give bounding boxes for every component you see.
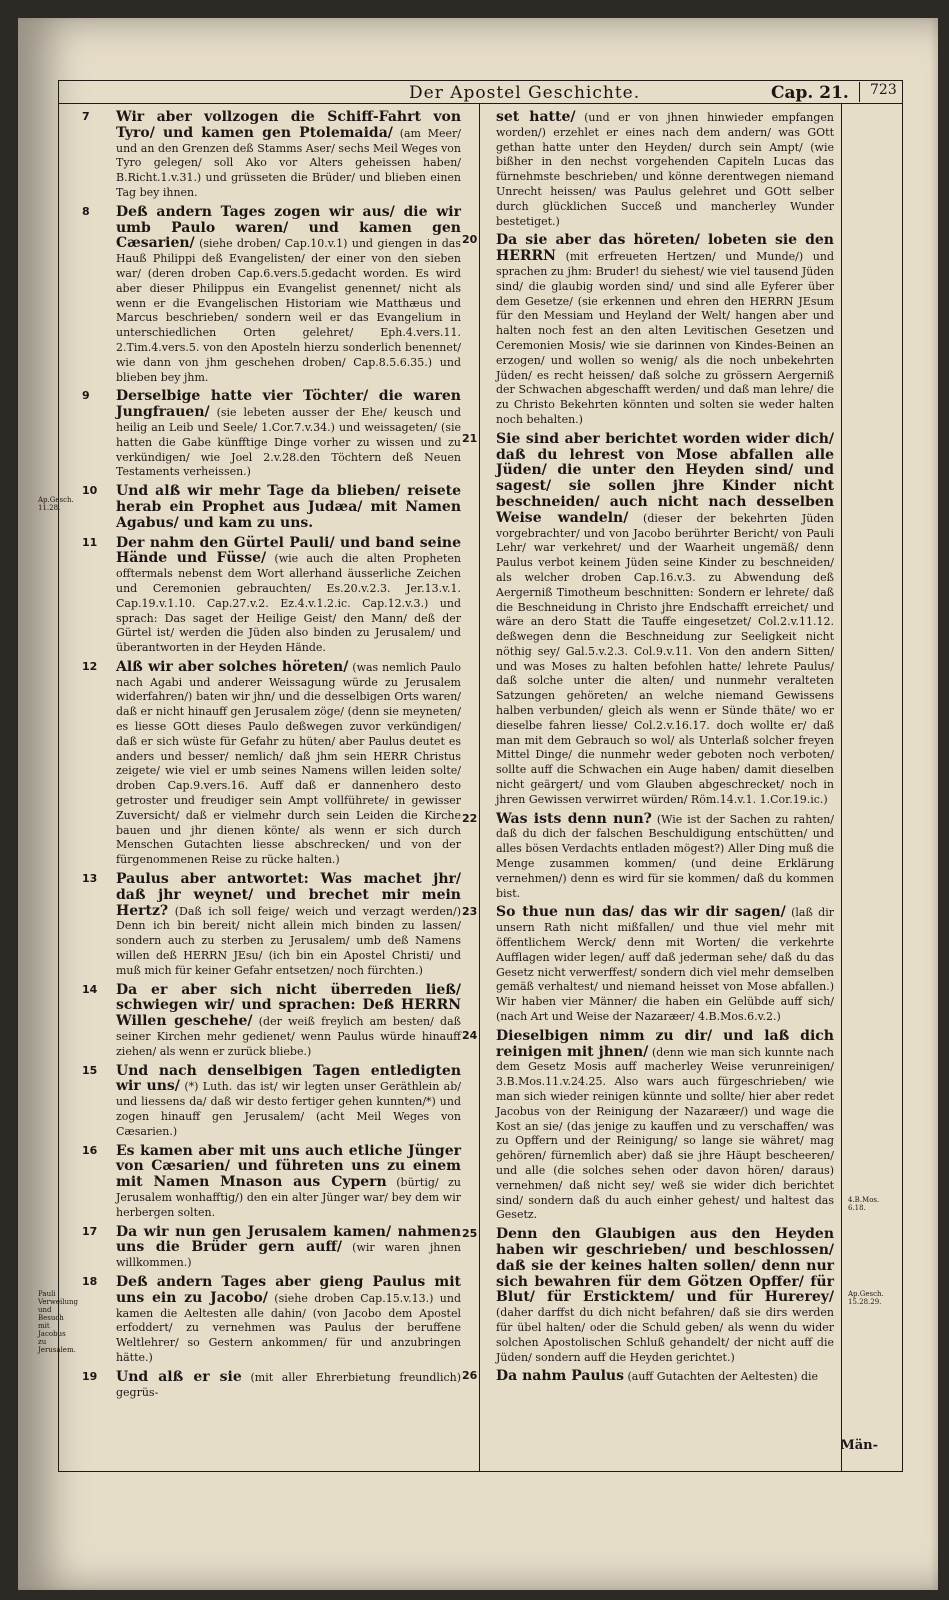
verse-gloss: (und er von jhnen hinwieder empfangen worden/) erzehlet er eines nach dem andern/ was GOtt gethan hatte unter den Heyden/ durch sein Ampt/ (wie bißher in den nechst vorgehenden Capiteln Lucas das fürnehmste beschrieben/ und könne derentwegen niemand Unrecht heissen/ was Paulus gelehret und GOtt selber durch glücklichen Succeß und mancherley Wunder bestetiget.) [496,111,834,228]
verse-number: 24 [462,1028,478,1042]
margin-note: Ap.Gesch. 15.28.29. [848,1290,884,1306]
verse [82,534,462,656]
verse-gloss: (wie auch die alten Propheten offtermals nebenst dem Wort allerhand äusserliche Zeichen und Ceremonien gebrauchten/ Es.20.v.2.3. Jer.13.v.1. Cap.19.v.1.10. Cap.27.v.2. Ez.4.v.1.2.ic. Cap.12.v.3.) und sprach: Das saget der Heilige Geist/ den Mann/ deß der Gürtel ist/ werden die Jüden also binden zu Jerusalem/ und überantworten in der Heyden Hände. [116,552,462,655]
verse-number: 17 [82,1224,98,1238]
verse-text: Da er aber sich nicht überreden ließ/ schwiegen wir/ und sprachen: Deß HERRN Willen geschehe/ [116,981,461,1030]
verse-text: Wir aber vollzogen die Schiff-Fahrt von Tyro/ und kamen gen Ptolemaida/ [116,109,461,141]
margin-divider [841,103,842,1471]
verse-number: 16 [82,1143,98,1157]
verse [462,810,834,902]
verse-text: Paulus aber antwortet: Was machet jhr/ daß jhr weynet/ und brechet mir mein Hertz? [116,871,461,919]
verse-number: 25 [462,1227,478,1241]
verse-text: Alß wir aber solches höreten/ [116,658,349,675]
verse-text: Da nahm Paulus [496,1368,624,1385]
verse-number: 19 [82,1369,98,1383]
verse-text: Derselbige hatte vier Töchter/ die waren Jungfrauen/ [116,388,461,421]
verse-gloss: (daher darffst du dich nicht befahren/ daß sie dirs werden für übel halten/ oder die Schuld geben/ als wenn du wider solchen Apostolischen Schluß gehandelt/ der nicht auff die Jüden/ sondern auff die Heyden gerichtet.) [496,1306,834,1364]
verse-text: set hatte/ [496,109,576,125]
verse-number: 26 [462,1369,478,1383]
margin-note: Ap.Gesch. 11.28. [38,496,74,512]
verse-text: Es kamen aber mit uns auch etliche Jünger von Cæsarien/ und führeten uns zu einem mit Namen Mnason aus Cypern [116,1142,461,1191]
page-title: Der Apostel Geschichte. [409,83,641,103]
verse-text: Der nahm den Gürtel Pauli/ und band seine Hände und Füsse/ [116,534,461,567]
verse-number: 23 [462,905,478,919]
book-page [18,18,938,1590]
verse-gloss: (bürtig/ zu Jerusalem wonhafftig/) den ein alter Jünger war/ bey dem wir herbergen solten. [116,1176,462,1219]
verse [462,1368,834,1385]
verse-gloss: (Wie ist der Sachen zu rahten/ daß du dich der falschen Beschuldigung entschütten/ und alles bösen Verdachts entladen mögest?) Aller Ding muß die Menge zusammen kommen/ (und deine Erklärung vernehmen/) denn es wird für sie kommen/ daß du kommen bist. [496,812,834,900]
column-divider [479,103,480,1471]
verse [462,430,835,808]
verse-gloss: (sie lebeten ausser der Ehe/ keusch und heilig an Leib und Seele/ 1.Cor.7.v.34.) und weissageten/ (sie hatten die Gabe künfftige Dinge vorher zu wissen und zu verkündigen/ wie Joel 2.v.28.den Töchtern deß Neuen Testaments verheissen.) [116,406,461,479]
verse [82,871,462,979]
verse-number: 12 [82,659,98,673]
verse-text: Dieselbigen nimm zu dir/ und laß dich reinigen mit jhnen/ [496,1027,834,1060]
verse-number: 15 [82,1063,98,1077]
verse [462,232,835,427]
verse [82,1273,462,1366]
verse-text: Was ists denn nun? [496,810,652,827]
verse-text: Sie sind aber berichtet worden wider dich/ daß du lehrest von Mose abfallen alle Jüden/ die unter den Heyden sind/ und sagest/ sie sollen jhre Kinder nicht beschneiden/ auch nicht nach desselben Weise wandeln/ [496,430,834,526]
verse [82,1142,462,1221]
verse [462,1027,834,1223]
verse [82,1223,461,1271]
verse-number: 18 [82,1274,98,1288]
verse [462,904,834,1024]
verse-gloss: (denn wie man sich kunnte nach dem Gesetz Mosis auff macherley Weise verunreinigen/ 3.B.Mos.11.v.24.25. Also wars auch fürgeschrieben/ wie man sich wieder reinigen künnte und sollte/ hier aber redet Jacobus von der Reinigung der Nazaræer/) und wage die Kost an sie/ (das jenige zu kauffen und zu verschaffen/ was zu Opffern und der Reinigung/ so lange sie währet/ mag gehören/ fürnemlich aber) daß sie jhre Häupt bescheeren/ und alle (die solches sehen oder davon hören/ daraus) vernehmen/ daß nicht sey/ weß sie wider dich berichtet sind/ sondern daß du auch einher gehest/ und haltest das Gesetz. [496,1045,834,1222]
verse-gloss: (am Meer/ und an den Grenzen deß Stamms Aser/ sechs Meil Weges von Tyro gelegen/ soll Ako vor Alters geheissen haben/ B.Richt.1.v.31.) und grüsseten die Brüder/ und blieben einen Tag bey ihnen. [116,126,461,199]
verse [82,388,461,480]
verse-number: 7 [82,110,90,123]
catchword: Män- [840,1438,878,1453]
verse [82,658,462,868]
verse-text: Denn den Glaubigen aus den Heyden haben wir geschrieben/ und beschlossen/ daß sie der keines halten sollen/ denn nur sich bewahren für dem Götzen Opffer/ für Blut/ für Ersticktem/ und für Hurerey/ [496,1226,834,1306]
margin-note: Pauli Verweilung und Besuch mit Jacobus zu Jerusalem. [38,1290,79,1354]
verse-gloss: (siehe droben/ Cap.10.v.1) und giengen in das Hauß Philippi deß Evangelisten/ der einer von den sieben war/ (deren droben Cap.6.vers.5.gedacht worden. Es wird aber dieser Philippus ein Evangelist genennet/ nicht als wenn er die Evangelischen Historiam wie Matthæus und Marcus beschrieben/ sondern weil er das Evangelium in unterschiedlichen Orten gelehret/ Eph.4.vers.11. 2.Tim.4.vers.5. von den Aposteln hierzu sonderlich benennet/ wie dann von jhm geschehen droben/ Cap.8.5.6.35.) und blieben bey jhm. [116,237,462,384]
verse-number: 13 [82,872,98,886]
verse-gloss: (siehe droben Cap.15.v.13.) und kamen die Aeltesten alle dahin/ (von Jacobo dem Apostel erfoddert/ zu vernehmen was Paulus der beruffene Weltlehrer/ so Gestern ankommen/ für und anzubringen hätte.) [116,1291,462,1364]
running-header [59,81,902,104]
verse [82,483,461,531]
verse [82,1062,461,1140]
verse-text: Und alß wir mehr Tage da blieben/ reisete herab ein Prophet aus Judæa/ mit Namen Agabus/ und kam zu uns. [116,483,461,531]
verse-gloss: (der weiß freylich am besten/ daß seiner Kirchen mehr gedienet/ wenn Paulus würde hinauff ziehen/ als wenn er zurück bliebe.) [116,1015,461,1058]
verse-text: Und alß er sie [116,1368,242,1385]
verse-number: 21 [462,431,478,445]
margin-note: 4.B.Mos. 6.18. [848,1196,880,1212]
verse-gloss: (mit erfreueten Hertzen/ und Munde/) und sprachen zu jhm: Bruder! du siehest/ wie viel tausend Jüden sind/ die glaubig worden sind/ und sind alle Eyferer über dem Gesetze/ (sie erkennen und ehren den HERRN JEsum für den Messiam und Heyland der Welt/ hangen aber und halten noch fest an den alten Levitischen Gesetzen und Ceremonien Mosis/ wie sie darinnen von Kindes-Beinen an erzogen/ und wollen so wenig/ als die noch unbekehrten Jüden/ es recht heissen/ daß solche zu grössern Aergerniß der Schwachen abgeschafft werden/ und daß man lehre/ die zu Christo Bekehrten könnten und solten sie weder halten noch behalten.) [496,250,835,426]
verse-gloss: (mit aller Ehrerbietung freundlich) gegrüs- [116,1370,462,1399]
verse [82,203,462,386]
verse-gloss: (auff Gutachten der Aeltesten) die [627,1370,819,1384]
verse-number: 22 [462,811,478,825]
verse-text: Da wir nun gen Jerusalem kamen/ nahmen uns die Brüder gern auff/ [116,1223,461,1256]
verse-gloss: (Daß ich soll feige/ weich und verzagt werden/) Denn ich bin bereit/ nicht allein mich binden zu lassen/ sondern auch zu sterben zu Jerusalem/ umb deß Namens willen deß HERRN JEsu/ (ich bin ein Apostel Christi/ und muß mich für keiner Gefahr entsetzen/ noch fürchten.) [116,904,462,977]
verse-text: Deß andern Tages aber gieng Paulus mit uns ein zu Jacobo/ [116,1273,461,1306]
left-column [82,109,462,1404]
chapter-label: Cap. 21. [771,83,849,103]
verse-gloss: (was nemlich Paulo nach Agabi und anderer Weissagung würde zu Jerusalem widerfahren/) baten wir jhn/ und die desselbigen Orts waren/ daß er nicht hinauff gen Jerusalem zöge/ (denn sie meyneten/ es liesse GOtt dieses Paulo deßwegen zuvor verkündigen/ daß er sich wüste für Gefahr zu hüten/ aber Paulus deutet es anders und besser/ nemlich/ daß jhm sein HERR Christus zeigete/ wie viel er umb seines Namens willen leiden solte/ droben Cap.9.vers.16. Auff daß er dannenhero desto getroster und freudiger sein Ampt vollführete/ in gewisser Zuversicht/ daß er vielmehr durch sein Leiden die Kirche bauen und jhr dienen könte/ als wenn er sich durch Menschen Gutachten liesse abschrecken/ und von der fürgenommenen Reise zu rücke halten.) [116,660,462,867]
verse-text: Da sie aber das höreten/ lobeten sie den HERRN [496,232,834,265]
verse-text: Und nach denselbigen Tagen entledigten wir uns/ [116,1062,461,1095]
right-column [462,109,835,1389]
verse-number: 10 [82,484,98,498]
verse [462,1226,834,1365]
verse [496,110,834,229]
verse-text: So thue nun das/ das wir dir sagen/ [496,904,786,921]
page-number: 723 [859,82,897,102]
verse-number: 8 [82,204,90,218]
verse [82,981,461,1060]
verse [82,109,461,201]
verse-number: 14 [82,982,98,996]
verse-number: 11 [82,535,98,549]
verse [82,1368,462,1401]
verse-number: 9 [82,389,90,403]
verse-gloss: (laß dir unsern Rath nicht mißfallen/ und thue viel mehr mit öffentlichem Werck/ denn mit Worten/ die verkehrte Aufflagen wider legen/ auff daß jederman sehe/ daß du das Gesetz nicht verwerffest/ sondern dich viel mehr demselben gemäß verhaltest/ und niemand heisset von Mose abfallen.) Wir haben vier Männer/ die haben ein Gelübde auff sich/ (nach Art und Weise der Nazaræer/ 4.B.Mos.6.v.2.) [496,906,834,1024]
verse-text: Deß andern Tages zogen wir aus/ die wir umb Paulo waren/ und kamen gen Cæsarien/ [116,203,461,252]
verse-number: 20 [462,233,478,247]
verse-gloss: (*) Luth. das ist/ wir legten unser Geräthlein ab/ und liessens da/ daß wir desto fertiger gehen kunnten/*) und zogen hinauff gen Jerusalem/ (acht Meil Weges von Cæsarien.) [116,1080,461,1138]
verse-gloss: (wir waren jhnen willkommen.) [116,1241,461,1270]
verse-gloss: (dieser der bekehrten Jüden vorgebrachter/ und von Jacobo berührter Bericht/ von Pauli Lehr/ war verkehret/ und der Waarheit ungemäß/ denn Paulus verbot keinem Jüden seine Kinder zu beschneiden/ als welcher droben Cap.16.v.3. zu Abwendung deß Aergerniß Timotheum beschnitten: Sondern er lehrete/ daß die Beschneidung in Christo jhre Endschafft erreichet/ und wäre an dero Statt die Tauffe eingesetzet/ Col.2.v.11.12. deßwegen denn die Beschneidung zur Seeligkeit nicht nöthig sey/ Gal.5.v.2.3. Col.9.v.11. Von den andern Sitten/ und was Moses zu halten befohlen hatte/ lehrete Paulus/ daß solche unter die alten/ und nunmehr veralteten Satzungen gehöreten/ an welche niemand Gewissens halben verbunden/ gleich als wenn er Sünde thäte/ wo er dieselbe fahren liesse/ Col.2.v.16.17. doch wollte er/ daß man mit dem Gebrauch so wol/ als Unterlaß solcher freyen Mittel Dinge/ die nunmehr weder geboten noch verboten/ sollte auff die Schwachen ein Auge haben/ damit dieselben nicht geärgert/ und vom Glauben abgeschrecket/ noch in jhren Gewissen verwirret würden/ Röm.14.v.1. 1.Cor.19.ic.) [496,511,835,806]
